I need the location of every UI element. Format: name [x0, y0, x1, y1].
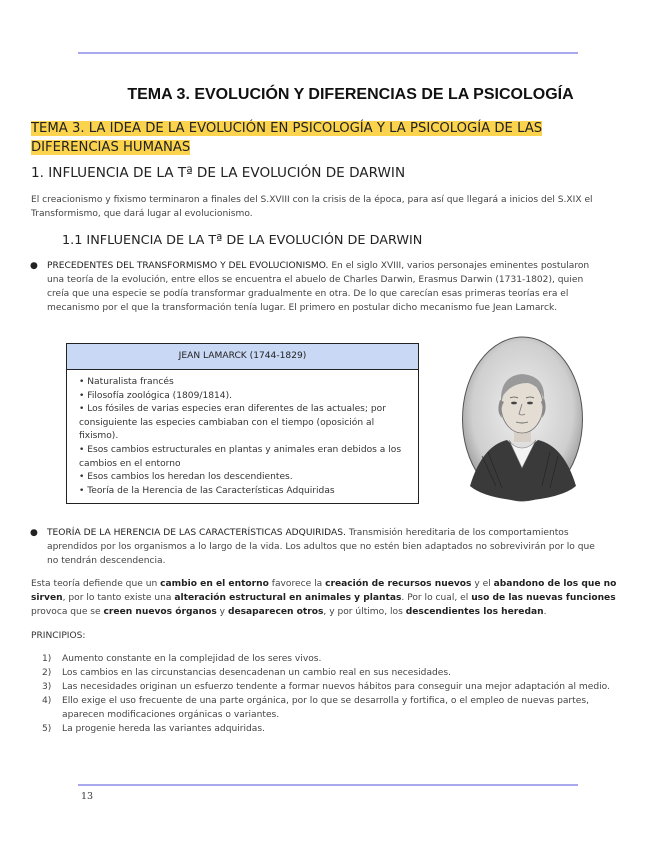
bullet-precedentes-text: En el siglo XVIII, varios personajes eminentes postularon una teoría de la evolución, entre ellos se encuentra el abuelo de Charles Darwin, Erasmus Darwin (1731-1802), quien creía que una especie se podía transformar gradualmente en otra. De lo que carecían esas primeras teorías era el mecanismo por el que la transformación tenía lugar. El primero en postular dicho mecanismo fue Jean Lamarck.: [47, 261, 590, 313]
lamarck-item: • Esos cambios estructurales en plantas y animales eran debidos a los cambios en el entorno: [79, 444, 402, 469]
bullet-dot: ●: [30, 261, 38, 271]
page-title: TEMA 3. EVOLUCIÓN Y DIFERENCIAS DE LA PSICOLOGÍA: [127, 86, 574, 103]
bullet-precedentes: [30, 259, 607, 315]
lamarck-item: • Naturalista francés: [79, 377, 174, 387]
bottom-rule: [78, 784, 578, 786]
section-1-heading: 1. INFLUENCIA DE LA Tª DE LA EVOLUCIÓN DE DARWIN: [31, 165, 406, 181]
lamarck-portrait-image: [462, 336, 583, 502]
lamarck-item: • Esos cambios los heredan los descendientes.: [79, 472, 293, 483]
theory-paragraph: Esta teoría defiende que un cambio en el entorno favorece la creación de recursos nuevos y el abandono de los que no sirven, por lo tanto existe una alteración estructural en animales y plantas. Por lo cual, el uso de las nuevas funciones provoca que se creen nuevos órganos y desaparecen otros, y por último, los descendientes los heredan.: [31, 579, 617, 617]
list-item: 5) La progenie hereda las variantes adquiridas.: [42, 724, 265, 734]
lamarck-info-box: [66, 343, 419, 504]
bullet-precedentes-title: PRECEDENTES DEL TRANSFORMISMO Y DEL EVOLUCIONISMO.: [47, 261, 329, 271]
list-item: 1) Aumento constante en la complejidad de los seres vivos.: [42, 654, 322, 664]
list-item: 4) Ello exige el uso frecuente de una parte orgánica, por lo que se desarrolla y fortifica, o el empleo de nuevas partes, aparecen modificaciones orgánicas o variantes.: [42, 696, 589, 720]
principles-list: [42, 652, 622, 736]
bullet-herencia: [30, 526, 607, 568]
highlighted-topic-title: [31, 119, 591, 157]
lamarck-box-list: [67, 370, 418, 498]
list-item: 3) Las necesidades originan un esfuerzo tendente a formar nuevos hábitos para conseguir una mejor adaptación al medio.: [42, 682, 610, 692]
highlighted-topic-text: TEMA 3. LA IDEA DE LA EVOLUCIÓN EN PSICOLOGÍA Y LA PSICOLOGÍA DE LAS DIFERENCIAS HUMANAS: [31, 121, 543, 155]
page-number: 13: [81, 791, 94, 802]
bullet-herencia-text: Transmisión hereditaria de los comportamientos aprendidos por los organismos a lo largo de la vida. Los adultos que no estén bien adaptados no sobrevivirán por lo que no tendrán descendencia.: [47, 528, 595, 566]
lamarck-item: • Filosofía zoológica (1809/1814).: [79, 390, 233, 401]
principles-label: PRINCIPIOS:: [31, 631, 86, 641]
section-1-intro: El creacionismo y fixismo terminaron a finales del S.XVIII con la crisis de la época, para así que llegará a inicios del S.XIX el Transformismo, que dará lugar al evolucionismo.: [31, 195, 593, 219]
lamarck-item: • Teoría de la Herencia de las Características Adquiridas: [79, 485, 335, 496]
bullet-herencia-title: TEORÍA DE LA HERENCIA DE LAS CARACTERÍSTICAS ADQUIRIDAS.: [47, 528, 346, 538]
lamarck-box-header: JEAN LAMARCK (1744-1829): [67, 344, 418, 370]
top-rule: [78, 52, 578, 54]
list-item: 2) Los cambios en las circunstancias desencadenan un cambio real en sus necesidades.: [42, 668, 452, 678]
lamarck-item: • Los fósiles de varias especies eran diferentes de las actuales; por consiguiente las especies cambiaban con el tiempo (oposición al fixismo).: [79, 404, 386, 442]
section-1-1-heading: 1.1 INFLUENCIA DE LA Tª DE LA EVOLUCIÓN DE DARWIN: [62, 233, 423, 248]
bullet-dot: ●: [30, 528, 38, 538]
